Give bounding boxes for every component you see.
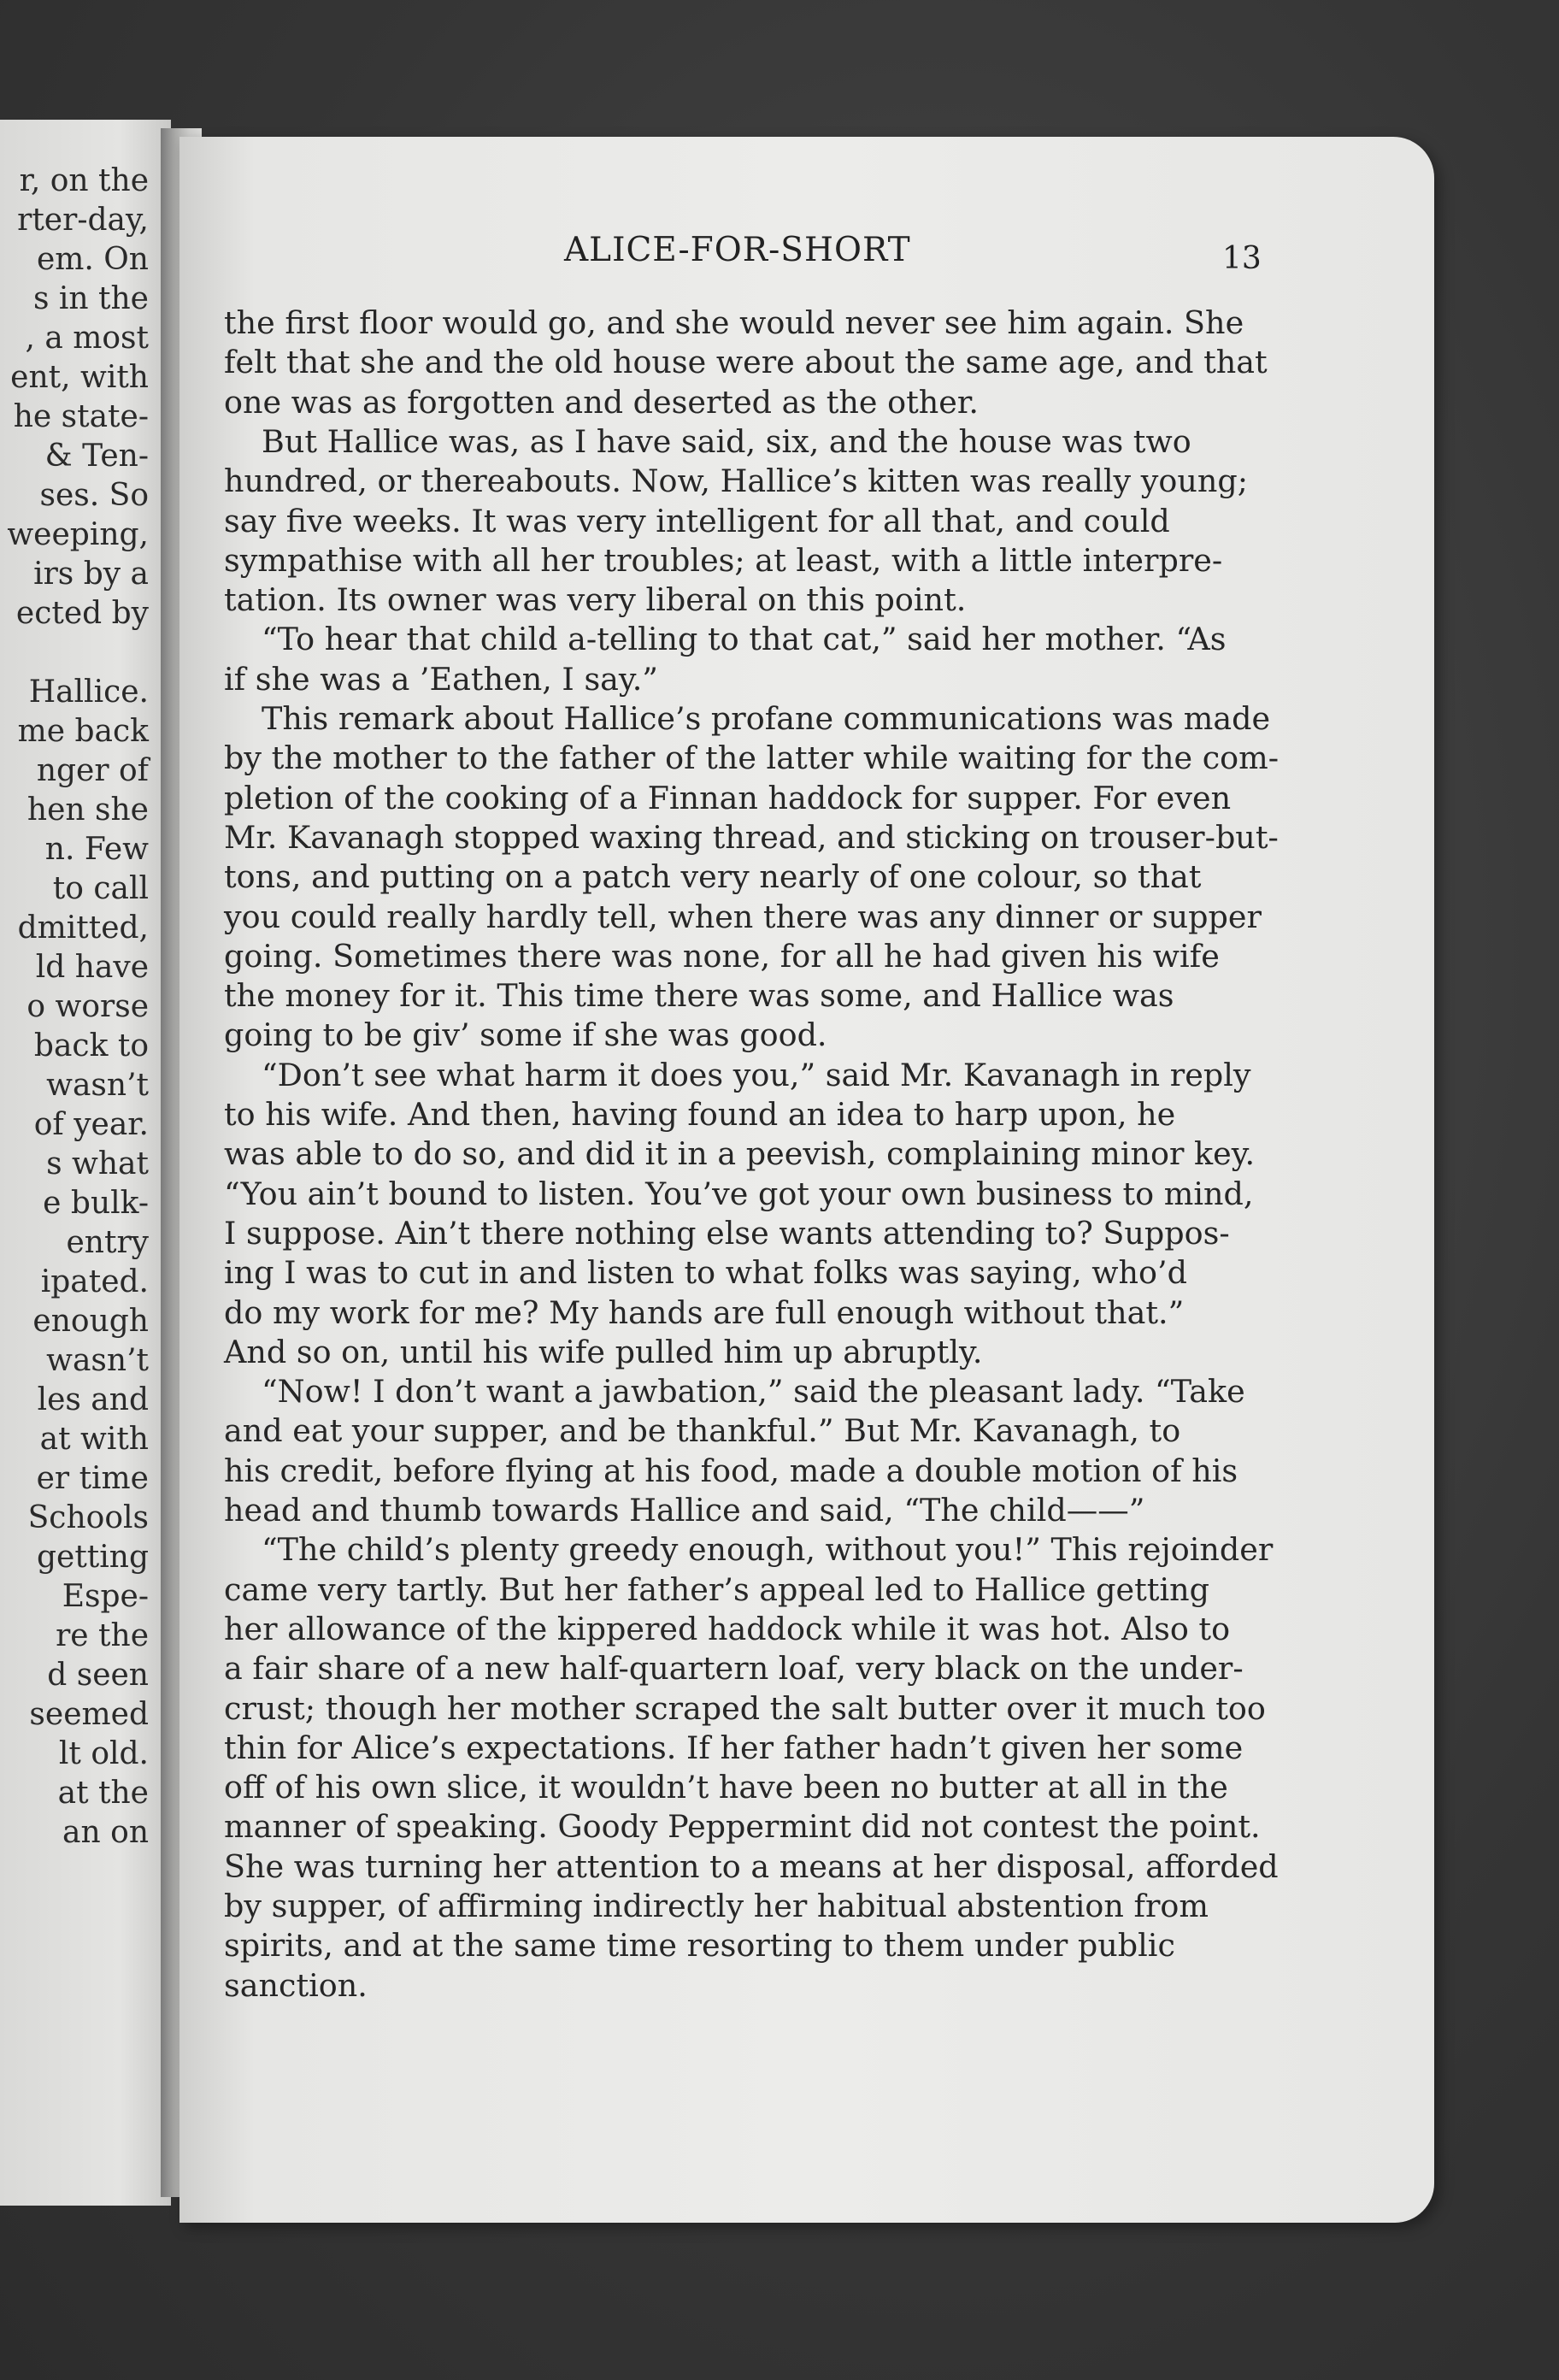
body-line: going. Sometimes there was none, for all he had given his wife — [224, 937, 1220, 975]
body-line: a fair share of a new half-quartern loaf, very black on the under- — [224, 1650, 1244, 1688]
left-page-line: irs by a — [33, 557, 149, 592]
left-page-line: s what — [46, 1146, 149, 1181]
body-line: She was turning her attention to a means at her disposal, afforded — [224, 1847, 1279, 1885]
left-page-line: to call — [52, 871, 149, 906]
body-line: “Don’t see what harm it does you,” said Mr. Kavanagh in reply — [262, 1056, 1251, 1093]
body-line: hundred, or thereabouts. Now, Hallice’s kitten was really young; — [224, 462, 1249, 500]
running-head: ALICE-FOR-SHORT — [564, 231, 911, 269]
body-line: This remark about Hallice’s profane communications was made — [262, 700, 1271, 737]
left-page-line: getting — [36, 1540, 149, 1575]
body-line: “The child’s plenty greedy enough, without you!” This rejoinder — [262, 1531, 1274, 1569]
left-page-line: back to — [33, 1028, 149, 1063]
body-line: say five weeks. It was very intelligent for all that, and could — [224, 502, 1170, 539]
body-line: and eat your supper, and be thankful.” But Mr. Kavanagh, to — [224, 1412, 1181, 1450]
left-page-line: seemed — [29, 1697, 149, 1732]
body-line: one was as forgotten and deserted as the other. — [224, 383, 979, 421]
body-line: “Now! I don’t want a jawbation,” said the pleasant lady. “Take — [262, 1373, 1245, 1411]
left-page-line: d seen — [47, 1658, 149, 1693]
left-page-line: ected by — [15, 596, 149, 631]
left-page-line: Hallice. — [28, 675, 149, 710]
body-line: you could really hardly tell, when there was any dinner or supper — [224, 898, 1262, 935]
left-page-line: e bulk- — [43, 1186, 149, 1221]
body-line: tons, and putting on a patch very nearly of one colour, so that — [224, 858, 1202, 896]
body-line: manner of speaking. Goody Peppermint did not contest the point. — [224, 1808, 1261, 1846]
body-line: her allowance of the kippered haddock while it was hot. Also to — [224, 1610, 1231, 1647]
left-page-line: ipated. — [40, 1264, 149, 1299]
left-page-line: nger of — [36, 753, 149, 788]
body-line: off of his own slice, it wouldn’t have been no butter at all in the — [224, 1769, 1228, 1806]
body-line: ing I was to cut in and listen to what folks was saying, who’d — [224, 1254, 1187, 1292]
body-line: thin for Alice’s expectations. If her father hadn’t given her some — [224, 1729, 1244, 1766]
body-line: was able to do so, and did it in a peevish, complaining minor key. — [224, 1135, 1256, 1173]
left-page-line: me back — [17, 714, 149, 749]
body-line: felt that she and the old house were about the same age, and that — [224, 344, 1268, 381]
body-line: do my work for me? My hands are full enough without that.” — [224, 1293, 1185, 1331]
body-line: But Hallice was, as I have said, six, and the house was two — [262, 422, 1191, 460]
body-line: the first floor would go, and she would never see him again. She — [224, 304, 1244, 341]
left-page-line: & Ten- — [44, 439, 149, 474]
left-page-line: n. Few — [44, 832, 149, 867]
body-line: “You ain’t bound to listen. You’ve got your own business to mind, — [224, 1175, 1254, 1212]
body-line: sanction. — [224, 1966, 368, 2004]
left-page-line: lt old. — [58, 1736, 149, 1771]
left-page-line: o worse — [26, 989, 149, 1024]
body-line: the money for it. This time there was some, and Hallice was — [224, 977, 1174, 1015]
body-line: head and thumb towards Hallice and said, “The child——” — [224, 1492, 1145, 1529]
body-line: by the mother to the father of the latter while waiting for the com- — [224, 739, 1280, 777]
left-page-line: enough — [32, 1304, 149, 1339]
left-page-line: r, on the — [19, 163, 149, 198]
body-line: if she was a ’Eathen, I say.” — [224, 660, 658, 698]
body-line: spirits, and at the same time resorting to them under public — [224, 1927, 1175, 1965]
left-page-line: of year. — [33, 1107, 149, 1142]
left-page-line: Espe- — [62, 1579, 149, 1614]
body-line: sympathise with all her troubles; at least, with a little interpre- — [224, 541, 1223, 579]
body-line: came very tartly. But her father’s appeal led to Hallice getting — [224, 1570, 1210, 1608]
left-page-line: s in the — [32, 281, 149, 316]
left-page-line: dmitted, — [17, 910, 149, 946]
body-line: Mr. Kavanagh stopped waxing thread, and sticking on trouser-but- — [224, 818, 1279, 856]
body-line: going to be giv’ some if she was good. — [224, 1016, 827, 1054]
left-page-line: ld have — [35, 950, 149, 985]
left-page-line: wasn’t — [46, 1068, 149, 1103]
body-line: by supper, of affirming indirectly her habitual abstention from — [224, 1888, 1209, 1924]
body-line: his credit, before flying at his food, made a double motion of his — [224, 1452, 1238, 1489]
left-page — [0, 120, 171, 2206]
left-page-line: ses. So — [39, 478, 149, 513]
body-line: crust; though her mother scraped the salt butter over it much too — [224, 1689, 1266, 1727]
body-line: And so on, until his wife pulled him up abruptly. — [224, 1333, 983, 1370]
left-page-line: les and — [37, 1382, 149, 1417]
body-line: pletion of the cooking of a Finnan haddock for supper. For even — [224, 779, 1232, 816]
left-page-line: at the — [57, 1776, 149, 1811]
left-page-line: em. On — [36, 242, 149, 277]
left-page-line: Schools — [27, 1500, 149, 1535]
left-page-line: re the — [56, 1618, 149, 1653]
left-page-line: at with — [39, 1422, 149, 1457]
body-line: to his wife. And then, having found an idea to harp upon, he — [224, 1096, 1176, 1133]
left-page-line: hen she — [26, 792, 149, 828]
left-page-line: wasn’t — [46, 1343, 149, 1378]
left-page-line: weeping, — [7, 517, 149, 552]
left-page-line: , a most — [25, 321, 149, 356]
body-line: “To hear that child a-telling to that cat,” said her mother. “As — [262, 621, 1227, 658]
left-page-line: rter-day, — [17, 203, 149, 238]
left-page-line: he state- — [13, 399, 149, 434]
body-line: tation. Its owner was very liberal on this point. — [224, 581, 967, 619]
page-number: 13 — [1222, 241, 1262, 276]
left-page-line: an on — [62, 1815, 149, 1850]
body-line: I suppose. Ain’t there nothing else wants attending to? Suppos- — [224, 1214, 1230, 1252]
left-page-line: ent, with — [10, 360, 149, 395]
left-page-line: er time — [36, 1461, 149, 1496]
left-page-line: entry — [66, 1225, 149, 1260]
